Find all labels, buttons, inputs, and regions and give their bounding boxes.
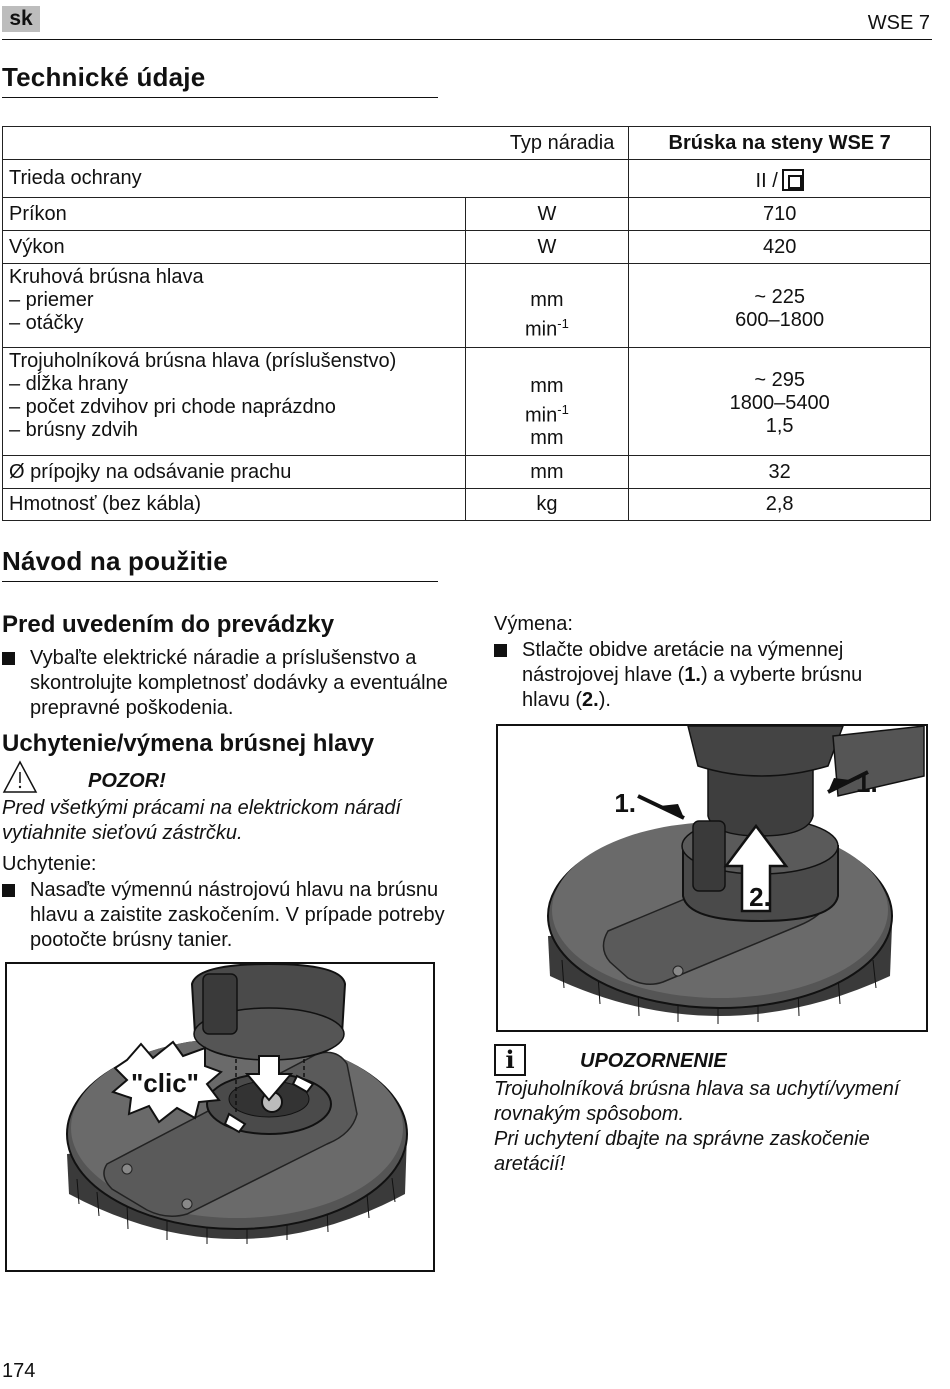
row-label: Hmotnosť (bez kábla)	[3, 489, 466, 521]
step-1-label-right: 1.	[856, 768, 878, 798]
page-number: 174	[2, 1360, 36, 1382]
tech-data-heading: Technické údaje	[2, 62, 206, 92]
attach-label: Uchytenie:	[2, 853, 97, 875]
attach-heading: Uchytenie/výmena brúsnej hlavy	[2, 730, 375, 757]
row-label: Výkon	[3, 231, 466, 264]
note-text-2: Pri uchytení dbajte na správne zaskočenie aretácií!	[494, 1128, 870, 1175]
bullet-icon	[2, 884, 15, 897]
step-2-label: 2.	[749, 882, 771, 912]
step-1-label-left: 1.	[614, 788, 636, 818]
table-row	[3, 231, 931, 264]
row-value: 32	[629, 456, 931, 489]
table-row	[3, 198, 931, 231]
tech-heading-rule	[2, 97, 438, 98]
row-unit: mm	[465, 456, 629, 489]
note-title: UPOZORNENIE	[580, 1050, 727, 1072]
row-value: 710	[629, 198, 931, 231]
bullet-icon	[494, 644, 507, 657]
row-value: 2,8	[629, 489, 931, 521]
row-label: Ø prípojky na odsávanie prachu	[3, 456, 466, 489]
product-name: Brúska na steny WSE 7	[629, 127, 931, 160]
row-unit: W	[465, 231, 629, 264]
replace-illustration	[496, 724, 928, 1032]
protection-label: Trieda ochrany	[3, 160, 629, 198]
replace-label: Výmena:	[494, 613, 573, 635]
warning-icon	[2, 760, 38, 794]
tri-head-units: mm $\min^{-1}$ mm	[465, 348, 629, 456]
round-head-units: mm $\min^{-1}$	[465, 264, 629, 348]
row-unit: W	[465, 198, 629, 231]
type-label: Typ náradia	[3, 127, 629, 160]
warning-text: Pred všetkými prácami na elektrickom náradí vytiahnite sieťovú zástrčku.	[2, 797, 402, 844]
bullet-icon	[2, 652, 15, 665]
round-head-values: ~ 225 600–1800	[629, 264, 931, 348]
table-header-row	[3, 127, 931, 160]
model-label: WSE 7	[867, 12, 930, 34]
table-row	[3, 456, 931, 489]
row-value: 420	[629, 231, 931, 264]
warning-title: POZOR!	[88, 770, 166, 792]
language-tag: sk	[2, 6, 40, 32]
row-label: Príkon	[3, 198, 466, 231]
protection-value: II /	[629, 160, 931, 198]
attach-illustration	[5, 962, 435, 1272]
protection-class-icon	[782, 169, 804, 191]
round-head-label: Kruhová brúsna hlava – priemer – otáčky	[3, 264, 466, 348]
tri-head-values: ~ 295 1800–5400 1,5	[629, 348, 931, 456]
usage-heading-rule	[2, 581, 438, 582]
row-unit: kg	[465, 489, 629, 521]
clic-label: "clic"	[130, 1068, 200, 1098]
note-text-1: Trojuholníková brúsna hlava sa uchytí/vymení rovnakým spôsobom.	[494, 1078, 900, 1125]
table-row	[3, 348, 931, 456]
usage-heading: Návod na použitie	[2, 546, 228, 576]
table-row	[3, 489, 931, 521]
info-icon: i	[494, 1044, 526, 1076]
replace-illustration-graphic	[498, 726, 926, 1030]
table-row	[3, 160, 931, 198]
attach-illustration-graphic	[7, 964, 433, 1270]
header-rule	[2, 39, 932, 40]
spec-table	[2, 126, 931, 521]
before-operation-heading: Pred uvedením do prevádzky	[2, 611, 335, 638]
table-row	[3, 264, 931, 348]
tri-head-label: Trojuholníková brúsna hlava (príslušenstvo) – dĺžka hrany – počet zdvihov pri chode naprázdno – brúsny zdvih	[3, 348, 466, 456]
